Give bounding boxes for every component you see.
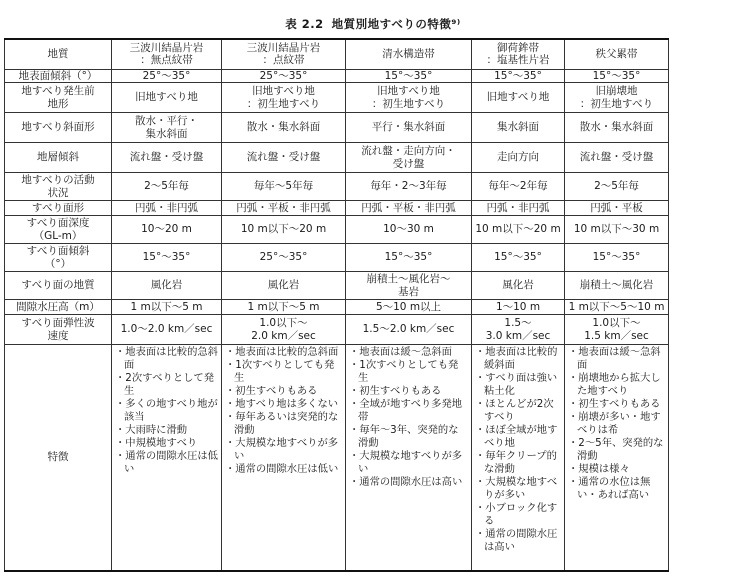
header-cell: 三波川結晶片岩 ：無点紋帯 (112, 39, 222, 69)
feature-item: ・ 崩壊が多い・地すべりは希 (568, 411, 665, 437)
table-cell: 風化岩 (472, 272, 565, 300)
feature-item: ・ ほぼ全域が地すべり地 (475, 424, 561, 450)
feature-cell (565, 345, 669, 571)
table-cell: 円弧・平板・非円弧 (346, 201, 472, 216)
table-cell: 1.0以下〜 2.0 km／sec (222, 315, 346, 345)
feature-item: ・ 1次すべりとしても発生 (225, 359, 342, 385)
table-cell: 流れ盤・受け盤 (222, 143, 346, 173)
features-row (5, 345, 669, 571)
table-cell: 旧地すべり地 ：初生地すべり (222, 83, 346, 113)
feature-item: ・ 中規模地すべり (115, 437, 218, 450)
table-cell: 25°〜35° (112, 69, 222, 83)
table-cell: 集水斜面 (472, 113, 565, 143)
feature-item: ・ 地表面は緩〜急斜面 (568, 346, 665, 372)
table-cell: 風化岩 (222, 272, 346, 300)
row-label: 地層傾斜 (5, 143, 112, 173)
table-row (5, 201, 669, 216)
feature-list (475, 346, 561, 554)
table-cell: 崩積土〜風化岩 (565, 272, 669, 300)
table-cell: 5〜10 m以上 (346, 300, 472, 315)
table-cell: 2〜5年毎 (112, 173, 222, 201)
feature-item: ・ 全域が地すべり多発地帯 (349, 398, 468, 424)
header-row (5, 39, 669, 69)
row-label: すべり面深度 （GL-m） (5, 216, 112, 244)
feature-item: ・ 毎年あるいは突発的な滑動 (225, 411, 342, 437)
table-cell: 15°〜35° (112, 244, 222, 272)
feature-item: ・ 初生すべりもある (568, 398, 665, 411)
table-row (5, 272, 669, 300)
row-label: 間隙水圧高（m） (5, 300, 112, 315)
table-cell: 1 m以下〜5 m (112, 300, 222, 315)
feature-item: ・ 地表面は比較的急斜面 (225, 346, 342, 359)
row-label: 地すべりの活動 状況 (5, 173, 112, 201)
feature-cell (346, 345, 472, 571)
table-row (5, 113, 669, 143)
table-cell: 15°〜35° (565, 69, 669, 83)
feature-cell (472, 345, 565, 571)
table-cell: 流れ盤・受け盤 (565, 143, 669, 173)
table-caption: 地質別地すべりの特徴⁹⁾ (331, 17, 461, 31)
header-cell: 清水構造帯 (346, 39, 472, 69)
table-cell: 旧地すべり地 (472, 83, 565, 113)
table-cell: 15°〜35° (346, 244, 472, 272)
table-cell: 旧崩壊地 ：初生地すべり (565, 83, 669, 113)
header-cell: 秩父累帯 (565, 39, 669, 69)
table-cell: 10〜20 m (112, 216, 222, 244)
table-cell: 旧地すべり地 ：初生地すべり (346, 83, 472, 113)
table-title (0, 16, 746, 32)
row-label: 特徴 (5, 345, 112, 571)
feature-list (115, 346, 218, 476)
table-row (5, 300, 669, 315)
row-label: 地すべり発生前 地形 (5, 83, 112, 113)
table-cell: 10 m以下〜20 m (472, 216, 565, 244)
table-cell: 崩積土〜風化岩〜 基岩 (346, 272, 472, 300)
table-row (5, 244, 669, 272)
table-cell: 円弧・平板・非円弧 (222, 201, 346, 216)
feature-item: ・ 地表面は比較的急斜面 (115, 346, 218, 372)
table-cell: 毎年〜5年毎 (222, 173, 346, 201)
table-row (5, 83, 669, 113)
table-row (5, 173, 669, 201)
table-cell: 1.0以下〜 1.5 km／sec (565, 315, 669, 345)
feature-item: ・ ほとんどが2次すべり (475, 398, 561, 424)
table-cell: 平行・集水斜面 (346, 113, 472, 143)
table-cell: 円弧・非円弧 (112, 201, 222, 216)
feature-item: ・ 通常の水位は無い・あれば高い (568, 476, 665, 502)
table-cell: 15°〜35° (472, 244, 565, 272)
feature-item: ・ 1次すべりとしても発生 (349, 359, 468, 385)
feature-item: ・ 通常の間隙水圧は低い (115, 450, 218, 476)
feature-item: ・ 大規模な地すべりが多い (475, 476, 561, 502)
header-cell: 御荷鉾帯 ：塩基性片岩 (472, 39, 565, 69)
table-row (5, 315, 669, 345)
feature-item: ・ 規模は様々 (568, 463, 665, 476)
feature-cell (222, 345, 346, 571)
feature-item: ・ 通常の間隙水圧は高い (475, 528, 561, 554)
feature-item: ・ 2〜5年、突発的な滑動 (568, 437, 665, 463)
table-cell: 1.5〜2.0 km／sec (346, 315, 472, 345)
table-cell: 円弧・非円弧 (472, 201, 565, 216)
table-cell: 10 m以下〜20 m (222, 216, 346, 244)
row-label: 地すべり斜面形 (5, 113, 112, 143)
table-cell: 円弧・平板 (565, 201, 669, 216)
feature-item: ・ 初生すべりもある (225, 385, 342, 398)
feature-item: ・ 毎年〜3年、突発的な滑動 (349, 424, 468, 450)
feature-item: ・ 初生すべりもある (349, 385, 468, 398)
table-cell: 15°〜35° (472, 69, 565, 83)
table-cell: 風化岩 (112, 272, 222, 300)
feature-item: ・ 大雨時に滑動 (115, 424, 218, 437)
table-cell: 25°〜35° (222, 69, 346, 83)
row-label: すべり面の地質 (5, 272, 112, 300)
table-row (5, 216, 669, 244)
row-label: 地表面傾斜（°） (5, 69, 112, 83)
feature-list (225, 346, 342, 476)
table-cell: 旧地すべり地 (112, 83, 222, 113)
feature-item: ・ 地すべり地は多くない (225, 398, 342, 411)
feature-item: ・ 大規模な地すべりが多い (349, 450, 468, 476)
table-cell: 流れ盤・走向方向・ 受け盤 (346, 143, 472, 173)
table-row (5, 143, 669, 173)
table-cell: 10〜30 m (346, 216, 472, 244)
table-cell: 1 m以下〜5 m (222, 300, 346, 315)
row-label: すべり面傾斜 （°） (5, 244, 112, 272)
feature-item: ・ 崩壊地から拡大した地すべり (568, 372, 665, 398)
header-cell: 三波川結晶片岩 ：点紋帯 (222, 39, 346, 69)
table-cell: 15°〜35° (565, 244, 669, 272)
table-row (5, 69, 669, 83)
table-cell: 1〜10 m (472, 300, 565, 315)
feature-item: ・ 通常の間隙水圧は高い (349, 476, 468, 489)
table-cell: 散水・集水斜面 (565, 113, 669, 143)
feature-list (349, 346, 468, 489)
feature-item: ・ 地表面は比較的緩斜面 (475, 346, 561, 372)
table-cell: 25°〜35° (222, 244, 346, 272)
feature-item: ・ 毎年クリープ的な滑動 (475, 450, 561, 476)
table-cell: 走向方向 (472, 143, 565, 173)
feature-list (568, 346, 665, 502)
feature-cell (112, 345, 222, 571)
table-cell: 散水・平行・ 集水斜面 (112, 113, 222, 143)
row-label: すべり面形 (5, 201, 112, 216)
table-cell: 10 m以下〜30 m (565, 216, 669, 244)
feature-item: ・ 地表面は緩〜急斜面 (349, 346, 468, 359)
table-cell: 2〜5年毎 (565, 173, 669, 201)
table-number: 表 2.2 (285, 17, 324, 31)
table-cell: 1 m以下〜5〜10 m (565, 300, 669, 315)
table-cell: 1.0〜2.0 km／sec (112, 315, 222, 345)
feature-item: ・ 多くの地すべり地が該当 (115, 398, 218, 424)
row-label: すべり面弾性波 速度 (5, 315, 112, 345)
table-cell: 毎年〜2年毎 (472, 173, 565, 201)
feature-item: ・ 通常の間隙水圧は低い (225, 463, 342, 476)
table-cell: 15°〜35° (346, 69, 472, 83)
table-cell: 1.5〜 3.0 km／sec (472, 315, 565, 345)
feature-item: ・ すべり面は強い粘土化 (475, 372, 561, 398)
table-cell: 散水・集水斜面 (222, 113, 346, 143)
table-cell: 毎年・2〜3年毎 (346, 173, 472, 201)
feature-item: ・ 2次すべりとして発生 (115, 372, 218, 398)
feature-item: ・ 小ブロック化する (475, 502, 561, 528)
geology-landslide-table (4, 38, 669, 572)
header-label: 地質 (5, 39, 112, 69)
table-cell: 流れ盤・受け盤 (112, 143, 222, 173)
feature-item: ・ 大規模な地すべりが多い (225, 437, 342, 463)
